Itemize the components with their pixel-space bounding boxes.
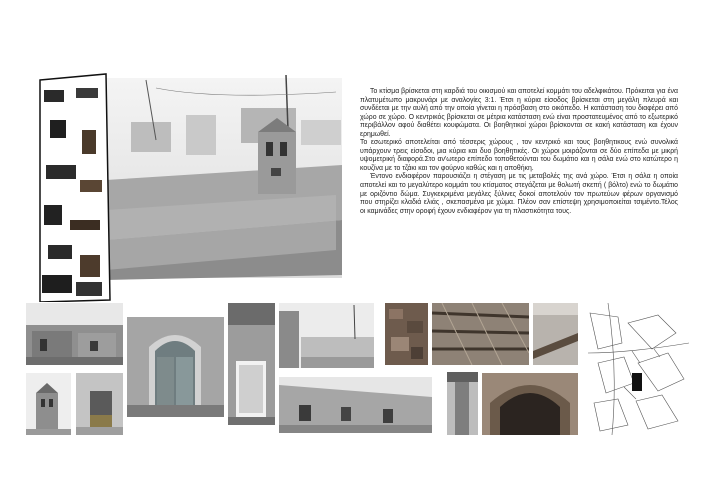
photo-timber-ceiling [432,303,529,365]
description-paragraph-2: Το εσωτερικό αποτελείται από τέσσερις χώρους , τον κεντρικό και τους βοηθητικους ενώ συνολικά υπάρχουν τρεις είσοδοι, μια κύρια και δυο βοηθητικές. Οι χώροι μοιράζονται σε δύο επίπεδα με μικρή υψομετρική διαφορά.Στο αν'ωτερο επίπεδο τοποθετούνται του δωμάτιο και η σάλα ενώ στο κατώτερο η κουζίνα με το τζάκι και τον φούρνο καθώς και η αποθήκη. [360,139,678,172]
photo-support-column [447,372,478,435]
photo-courtyard [279,303,374,368]
photo-vaulted-oven [482,373,578,435]
photo-stone-wall-detail [385,303,428,365]
hero-collage [36,70,342,302]
photo-long-facade [279,377,432,433]
photo-side-entrance [76,373,123,435]
description-text [360,88,678,216]
site-plan-map [588,303,689,435]
photo-chimney [26,373,71,435]
description-paragraph-3: Έντονο ενδιαφέρον παρουσιάζει η στέγαση με τις μεταβολές της ανά χώρο. Έτσι η σάλα η οποία αποτελεί και το μεγαλύτερο κομμάτι του κτίσματος στεγάζεται με θολωτή σκεπή ( βόλτο) ενώ το δωμάτιο με οριζόντιο δώμα. Συγκεκριμένα μεγάλες ξύλινες δοκοί αποτελούν τον πρωτεύων φέρων οργανισμό που στηρίζει κλαδιά ελιάς , σκεπασμένα με χώμα. Πλέον σαν επίστεψη χρησιμοποιείται τσιμέντο.Τέλος οι καμινάδες στην οροφή έχουν ενδιαφέρον για τη πλαστικότητα τους. [360,173,678,215]
photo-house-facade [26,303,123,365]
building-marker-icon [632,373,642,391]
photo-interior-window [228,303,275,425]
photo-roof-beam [533,303,578,365]
description-paragraph-1: Το κτίσμα βρίσκεται στη καρδιά του οικισμού και αποτελεί κομμάτι του αδελφικάτου. Πρόκειται για ένα πλατυμέτωπο μακρυνάρι με αναλογίες 3:1. Έτσι η κύρια είσοδος βρίσκεται στη μεγάλη πλευρά και συνδέεται με την αυλή από την οποία γίνεται η πρόσβαση στο οικόπεδο. Η κατάσταση του διαφέρει από χώρο σε χώρο. Ο κεντρικός βρίσκεται σε μέτρια κατάσταση ενώ είναι προστατευμένος από το εξωτερικό περιβάλλον αφού διαθέτει κουφώματα. Οι βοηθητικοί χώροι βρίσκονται σε κακή κατάσταση και έχουν ερημωθεί. [360,88,678,138]
photo-arched-doorway [127,317,224,417]
